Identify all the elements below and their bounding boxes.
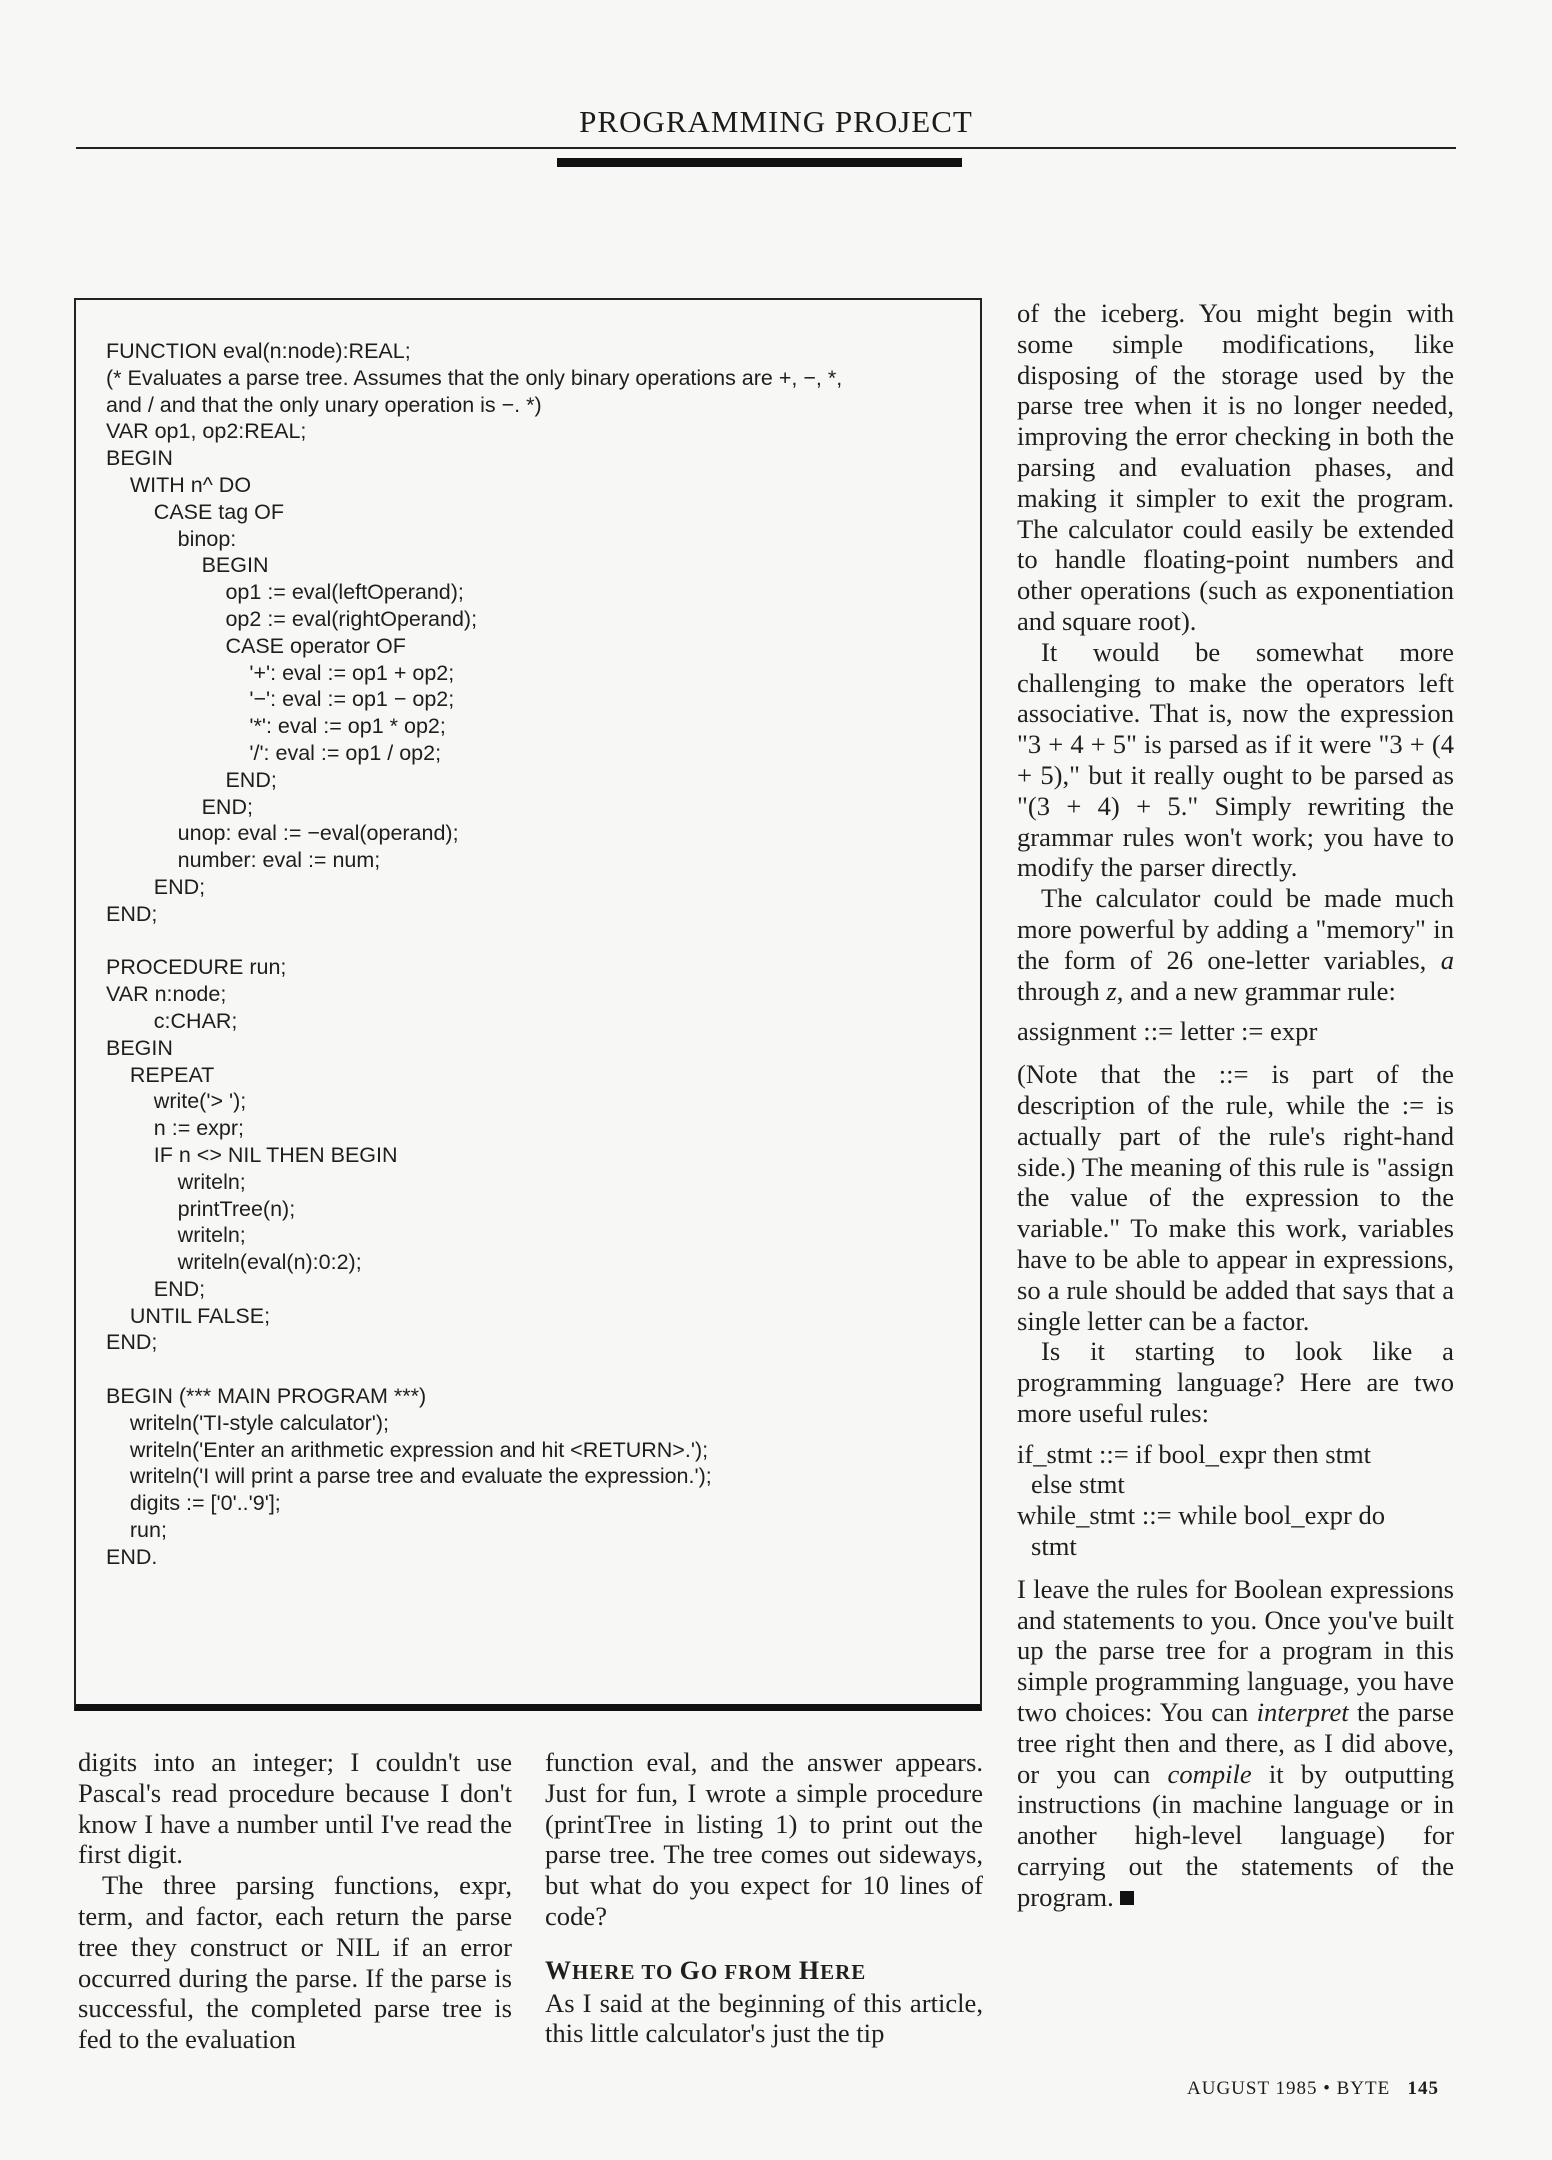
code-line: BEGIN xyxy=(106,553,269,578)
code-line: printTree(n); xyxy=(106,1196,296,1221)
code-line: FUNCTION eval(n:node):REAL; xyxy=(106,339,411,363)
code-line: '*': eval := op1 * op2; xyxy=(106,714,446,739)
code-line: binop: xyxy=(106,526,237,551)
code-line xyxy=(106,928,842,955)
code-line: writeln(eval(n):0:2); xyxy=(106,1250,362,1275)
code-line: number: eval := num; xyxy=(106,848,381,873)
paragraph: As I said at the beginning of this article, this little calculator's just the tip xyxy=(545,1987,983,2049)
paragraph: I leave the rules for Boolean expressions and statements to you. Once you've built up the parse tree for a program in this simple programming language, you have two choices: You can interpret the parse tree right then and there, as I did above, or you can compile it by outputting instructions (in machine language or in another high-level language) for carrying out the statements of the program. xyxy=(1017,1573,1454,1912)
paragraph: It would be somewhat more challenging to make the operators left associative. That is, now the expression "3 + 4 + 5" is parsed as if it were "3 + (4 + 5)," but it really ought to be parsed as "(3 + 4) + 5." Simply rewriting the grammar rules won't work; you have to modify the parser directly. xyxy=(1017,636,1454,883)
code-line: REPEAT xyxy=(106,1062,215,1087)
code-listing xyxy=(106,338,842,1571)
paragraph: function eval, and the answer appears. Just for fun, I wrote a simple procedure (printTree in listing 1) to print out the parse tree. The tree comes out sideways, but what do you expect for 10 lines of code? xyxy=(545,1747,983,1931)
code-line: END; xyxy=(106,1330,158,1355)
header-rule xyxy=(76,147,1456,149)
grammar-rule-assignment: assignment ::= letter := expr xyxy=(1017,1016,1318,1047)
paragraph: (Note that the ::= is part of the description of the rule, while the := is actually part of the rule's right-hand side.) The meaning of this rule is "assign the value of the expression to the variable." To make this work, variables have to be able to appear in expressions, so a rule should be added that says that a single letter can be a factor. xyxy=(1017,1059,1454,1336)
page-footer xyxy=(1187,2078,1439,2100)
code-line: VAR n:node; xyxy=(106,982,227,1007)
body-column-3 xyxy=(1017,298,1454,1913)
code-line: END; xyxy=(106,874,206,899)
end-mark-icon xyxy=(1120,1891,1134,1905)
code-line: digits := ['0'..'9']; xyxy=(106,1491,281,1516)
paragraph: digits into an integer; I couldn't use Pascal's read procedure because I don't know I have a number until I've read the first digit. xyxy=(78,1747,512,1870)
code-line: writeln('I will print a parse tree and evaluate the expression.'); xyxy=(106,1464,712,1489)
code-line: writeln('TI-style calculator'); xyxy=(106,1410,389,1435)
code-line: CASE tag OF xyxy=(106,499,285,524)
code-line: op1 := eval(leftOperand); xyxy=(106,580,464,605)
code-line: write('> '); xyxy=(106,1089,247,1114)
code-line: BEGIN xyxy=(106,1035,173,1060)
body-column-2 xyxy=(545,1747,983,2049)
code-line: n := expr; xyxy=(106,1116,245,1141)
code-line: writeln; xyxy=(106,1223,246,1248)
code-line: '−': eval := op1 − op2; xyxy=(106,687,455,712)
code-line: '+': eval := op1 + op2; xyxy=(106,660,455,685)
body-column-1 xyxy=(78,1747,512,2055)
code-line: BEGIN xyxy=(106,446,173,471)
code-line: c:CHAR; xyxy=(106,1008,238,1033)
page-header-title: PROGRAMMING PROJECT xyxy=(579,104,973,139)
code-line: VAR op1, op2:REAL; xyxy=(106,419,307,444)
code-line: '/': eval := op1 / op2; xyxy=(106,740,442,765)
code-line: WITH n^ DO xyxy=(106,472,252,497)
paragraph: The calculator could be made much more powerful by adding a "memory" in the form of 26 one-letter variables, a through z, and a new grammar rule: xyxy=(1017,883,1454,1006)
code-line: (* Evaluates a parse tree. Assumes that the only binary operations are +, −, *, xyxy=(106,365,843,390)
code-line: unop: eval := −eval(operand); xyxy=(106,821,459,846)
code-line: writeln; xyxy=(106,1169,246,1194)
code-line xyxy=(106,1356,842,1383)
code-line: END; xyxy=(106,794,253,819)
code-line: END; xyxy=(106,901,158,926)
code-line: IF n <> NIL THEN BEGIN xyxy=(106,1142,398,1167)
header-bar xyxy=(557,158,962,167)
code-line: CASE operator OF xyxy=(106,633,406,658)
code-line: END; xyxy=(106,767,277,792)
code-line: op2 := eval(rightOperand); xyxy=(106,606,478,631)
code-line: PROCEDURE run; xyxy=(106,955,287,980)
code-line: BEGIN (*** MAIN PROGRAM ***) xyxy=(106,1384,427,1409)
paragraph: The three parsing functions, expr, term, and factor, each return the parse tree they construct or NIL if an error occurred during the parse. If the parse is successful, the completed parse tree is fed to the evaluation xyxy=(78,1870,512,2055)
code-line: and / and that the only unary operation is −. *) xyxy=(106,392,542,417)
grammar-rules-statements: if_stmt ::= if bool_expr then stmt else stmt while_stmt ::= while bool_expr do stmt xyxy=(1017,1438,1386,1562)
paragraph: of the iceberg. You might begin with some simple modifications, like disposing of the storage used by the parse tree when it is no longer needed, improving the error checking in both the parsing and evaluation phases, and making it simpler to exit the program. The calculator could easily be extended to handle floating-point numbers and other operations (such as exponentiation and square root). xyxy=(1017,298,1454,636)
section-subheading: WHERE TO GO FROM HERE xyxy=(545,1955,867,1985)
code-line: writeln('Enter an arithmetic expression and hit <RETURN>.'); xyxy=(106,1437,709,1462)
page-number: 145 xyxy=(1407,2078,1439,2099)
code-line: run; xyxy=(106,1518,167,1543)
code-line: END. xyxy=(106,1544,158,1569)
code-line: UNTIL FALSE; xyxy=(106,1303,271,1328)
code-line: END; xyxy=(106,1276,206,1301)
footer-issue: AUGUST 1985 • BYTE xyxy=(1187,2078,1391,2099)
paragraph: Is it starting to look like a programming language? Here are two more useful rules: xyxy=(1017,1336,1454,1428)
